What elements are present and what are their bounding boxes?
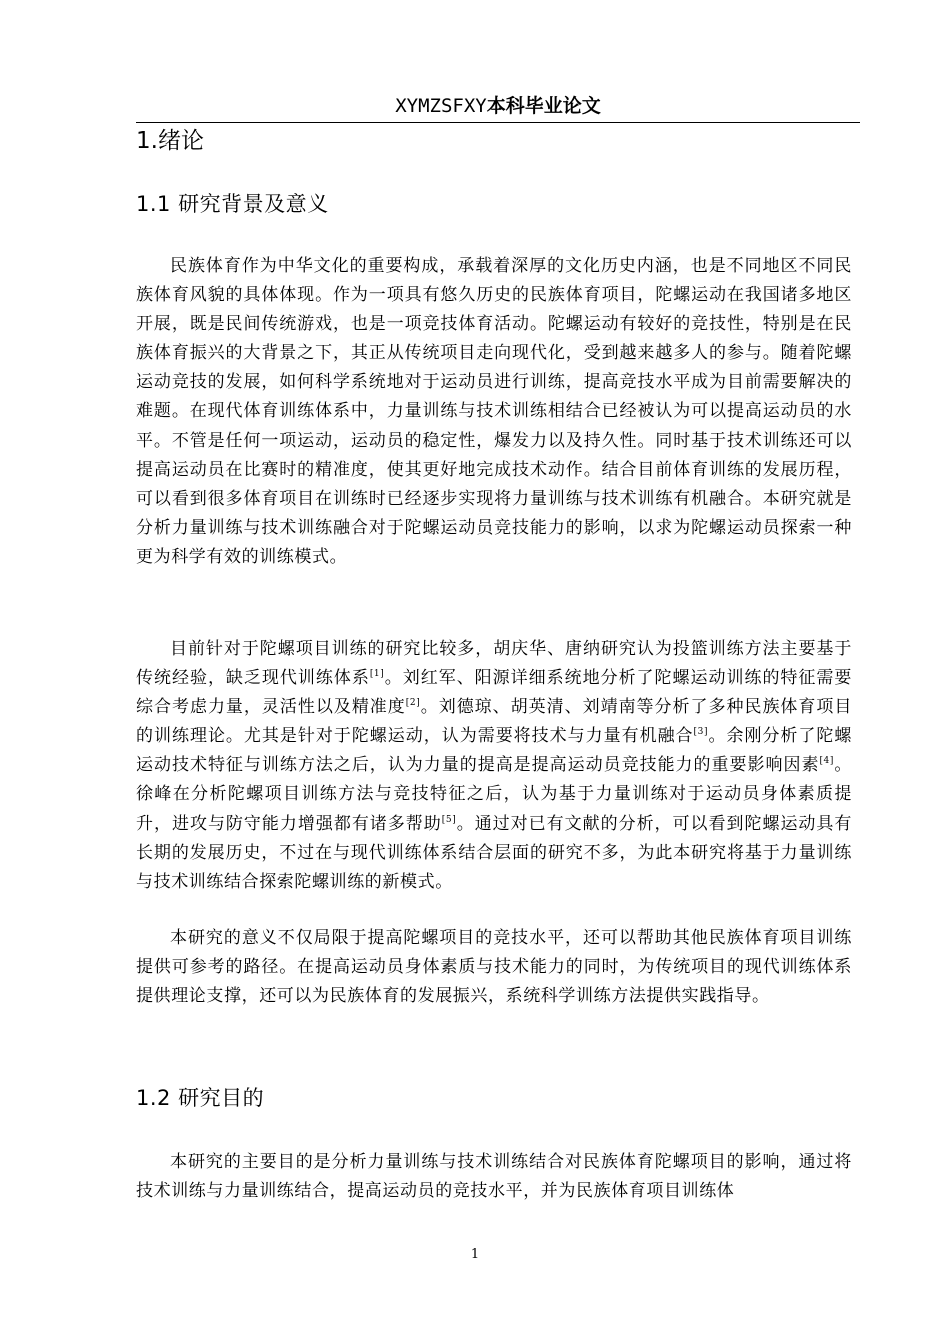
citation-ref-3: [3]: [693, 727, 709, 738]
citation-ref-1: [1]: [369, 669, 385, 680]
section-1-1-title: 1.1 研究背景及意义: [136, 192, 329, 216]
paragraph-2-text: 。余刚分析了陀螺运动技术特征与训练方法之后，认为力量的提高是提高运动员竞技能力的重要影响因素: [136, 726, 852, 776]
section-1-2-title: 1.2 研究目的: [136, 1086, 265, 1110]
chapter-title: 1.绪论: [136, 128, 204, 154]
header-code: XYMZSFXY: [395, 95, 487, 117]
citation-ref-2: [2]: [405, 698, 421, 709]
page-number: 1: [470, 1247, 480, 1262]
citation-ref-4: [4]: [819, 756, 834, 767]
citation-ref-5: [5]: [441, 814, 457, 825]
paragraph-2-text: 。刘红军、阳源详细系统地分析了陀螺运动训练的特征需要综合考虑力量，灵活性以及精准度: [136, 668, 852, 718]
section-1-1-paragraph-3: 本研究的意义不仅局限于提高陀螺项目的竞技水平，还可以帮助其他民族体育项目训练提供可参考的路径。在提高运动员身体素质与技术能力的同时，为传统项目的现代训练体系提供理论支撑，还可以为民族体育的发展振兴，系统科学训练方法提供实践指导。: [136, 928, 852, 1007]
section-1-1-paragraph-1: 民族体育作为中华文化的重要构成，承载着深厚的文化历史内涵，也是不同地区不同民族体育风貌的具体体现。作为一项具有悠久历史的民族体育项目，陀螺运动在我国诸多地区开展，既是民间传统游戏，也是一项竞技体育活动。陀螺运动有较好的竞技性，特别是在民族体育振兴的大背景之下，其正从传统项目走向现代化，受到越来越多人的参与。随着陀螺运动竞技的发展，如何科学系统地对于运动员进行训练，提高竞技水平成为目前需要解决的难题。在现代体育训练体系中，力量训练与技术训练相结合已经被认为可以提高运动员的水平。不管是任何一项运动，运动员的稳定性，爆发力以及持久性。同时基于技术训练还可以提高运动员在比赛时的精准度，使其更好地完成技术动作。结合目前体育训练的发展历程，可以看到很多体育项目在训练时已经逐步实现将力量训练与技术训练有机融合。本研究就是分析力量训练与技术训练融合对于陀螺运动员竞技能力的影响，以求为陀螺运动员探索一种更为科学有效的训练模式。: [136, 256, 852, 567]
paragraph-2-text: 。刘德琼、胡英清、刘靖南等分析了多种民族体育项目的训练理论。尤其是针对于陀螺运动，认为需要将技术与力量有机融合: [136, 697, 852, 747]
section-1-2-paragraph-1: 本研究的主要目的是分析力量训练与技术训练结合对民族体育陀螺项目的影响，通过将技术训练与力量训练结合，提高运动员的竞技水平，并为民族体育项目训练体: [136, 1152, 852, 1202]
header-title: 本科毕业论文: [486, 95, 601, 117]
paragraph-2-text: 目前针对于陀螺项目训练的研究比较多，胡庆华、唐纳研究认为投篮训练方法主要基于传统经验，缺乏现代训练体系: [136, 639, 852, 689]
section-1-1-paragraph-2: [136, 635, 852, 897]
paragraph-2-text: 。通过对已有文献的分析，可以看到陀螺运动具有长期的发展历史，不过在与现代训练体系结合层面的研究不多，为此本研究将基于力量训练与技术训练结合探索陀螺训练的新模式。: [136, 813, 853, 892]
paragraph-2-text: 。徐峰在分析陀螺项目训练方法与竞技特征之后，认为基于力量训练对于运动员身体素质提升，进攻与防守能力增强都有诸多帮助: [136, 755, 852, 834]
page-header: [136, 90, 860, 123]
